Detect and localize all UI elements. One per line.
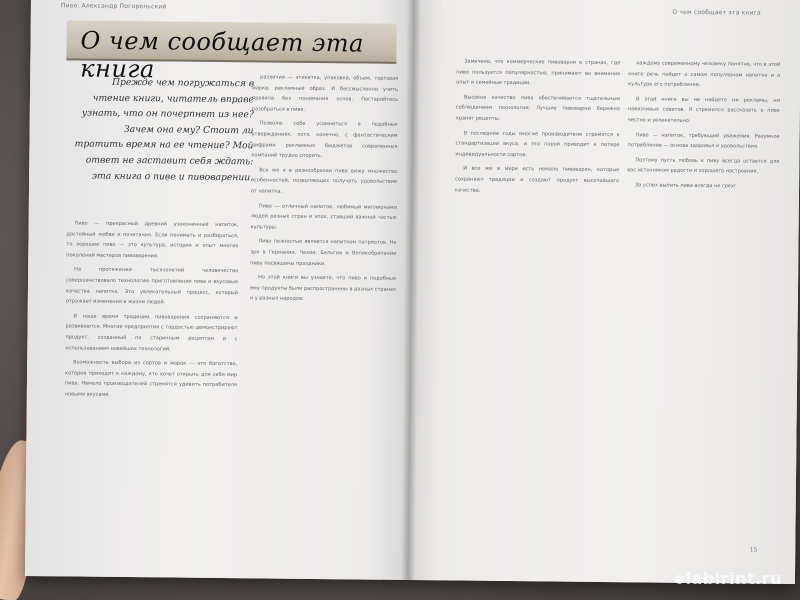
paragraph: Но этой книги вы узнаете, что пиво и подобные ему продукты были распространены в разных странах и у разных народов. <box>249 274 397 303</box>
paragraph: Позволю себе усомниться в подобных утверждениях, хотя, конечно, с фантастическим цифрами рекламных бюджетов современных компаний трудно спорить. <box>251 120 398 160</box>
right-column-1 <box>455 56 620 201</box>
signoff-line: За успех выпить пива всегда не грех! <box>635 182 736 190</box>
paragraph: В этой книге вы не найдете ни рекламы, ни навязчивых советов. Я стремился рассказать о пиве честно и увлекательно. <box>627 96 781 124</box>
left-column-1 <box>65 218 239 405</box>
paragraph: Замечено, что коммерческие пивоварни в странах, где пиво пользуется популярностью, принимают во внимание опыт и семейные традиции. <box>456 58 621 87</box>
running-head-left: Пиво. Александр Погорельский <box>60 2 167 11</box>
paragraph: различия — этикетка, упаковка, объем, торговая марка, рекламный образ. И бессмысленно учить правила без понимания основ. Постарайтесь разобраться в пиве. <box>251 74 399 113</box>
paragraph: Пиво — прекрасный древний узаконенный напиток, достойный любви и почитания. Если понимать и разбираться, то хорошее пиво — это культура, история и опыт многих поколений мастеров пивоварения. <box>66 220 239 260</box>
page-number: 15 <box>749 546 758 554</box>
running-head-right: О чем сообщает эта книга <box>672 8 761 17</box>
paragraph: каждому современному человеку понятно, что в этой книге речь пойдет о самом популярном напитке и о культуре его потребления. <box>628 60 781 89</box>
paragraph: Возможность выбора из сортов и марок — это богатство, которое приходит к каждому, кто хочет открыть для себя мир пива. Немало производителей стремятся удивить потребителя новыми вкусами. <box>64 359 238 398</box>
paragraph: В последние годы многие производители стремятся к стандартизации вкуса, и это порой приводит к потере индивидуальности сортов. <box>455 130 620 158</box>
left-column-2 <box>250 72 398 309</box>
open-book <box>25 0 800 584</box>
paragraph: В наше время традиции пивоварения сохраняются и развиваются. Многие предприятия с гордостью демонстрируют продукт, созданный по старинным рецептам и с использованием новейших технологий. <box>65 313 238 352</box>
paragraph: Высокое качество пива обеспечивается тщательным соблюдением технологии. Лучшие пивоварни бережно хранят рецепты. <box>455 94 621 122</box>
paragraph: Пиво — напиток, требующий уважения. Разумное потребление — основа здоровья и удовольствия. <box>627 131 780 150</box>
paragraph: Пиво полностью является напитком патриотов. Не зря в Германии, Чехии, Бельгии и Великобритании пиву посвящены праздники. <box>250 238 397 267</box>
intro-text: Прежде чем погружаться в чтение книги, читатель вправе узнать, что он почерпнет из нее? Зачем она ему? Стоит ли тратить время на ее чтение? Мой ответ не заставит себя ждать: эта книга о пиве и пивоварении. <box>74 76 255 183</box>
watermark-logo-icon <box>675 575 684 584</box>
watermark-text: labirint.ru <box>685 569 782 588</box>
right-page <box>407 0 800 584</box>
paragraph: И все же в мире есть немало пивоварен, которые сохраняют традиции и создают продукт высочайшего качества. <box>454 165 620 194</box>
paragraph: Пиво — отличный напиток, любимый миллионами людей разных стран и эпох, ставший важной частью культуры. <box>250 202 397 231</box>
paragraph: Все же я в разнообразии пива вижу множество особенностей, позволяющих получать удовольствие от напитка. <box>250 167 398 195</box>
paragraph: На протяжении тысячелетий человечество совершенствовало технологию приготовления пива и вкусовые качества напитка. Это увлекательный процесс, который отражает изменения в жизни людей. <box>65 266 239 306</box>
paragraph: Поэтому пусть любовь к пиву всегда остается для вас источником радости и хорошего настроения. <box>627 157 780 175</box>
right-column-2 <box>627 58 780 196</box>
left-page <box>25 0 413 580</box>
chapter-title: О чем сообщает эта книга <box>80 26 365 84</box>
chapter-title-banner <box>66 20 396 84</box>
watermark <box>675 569 783 588</box>
